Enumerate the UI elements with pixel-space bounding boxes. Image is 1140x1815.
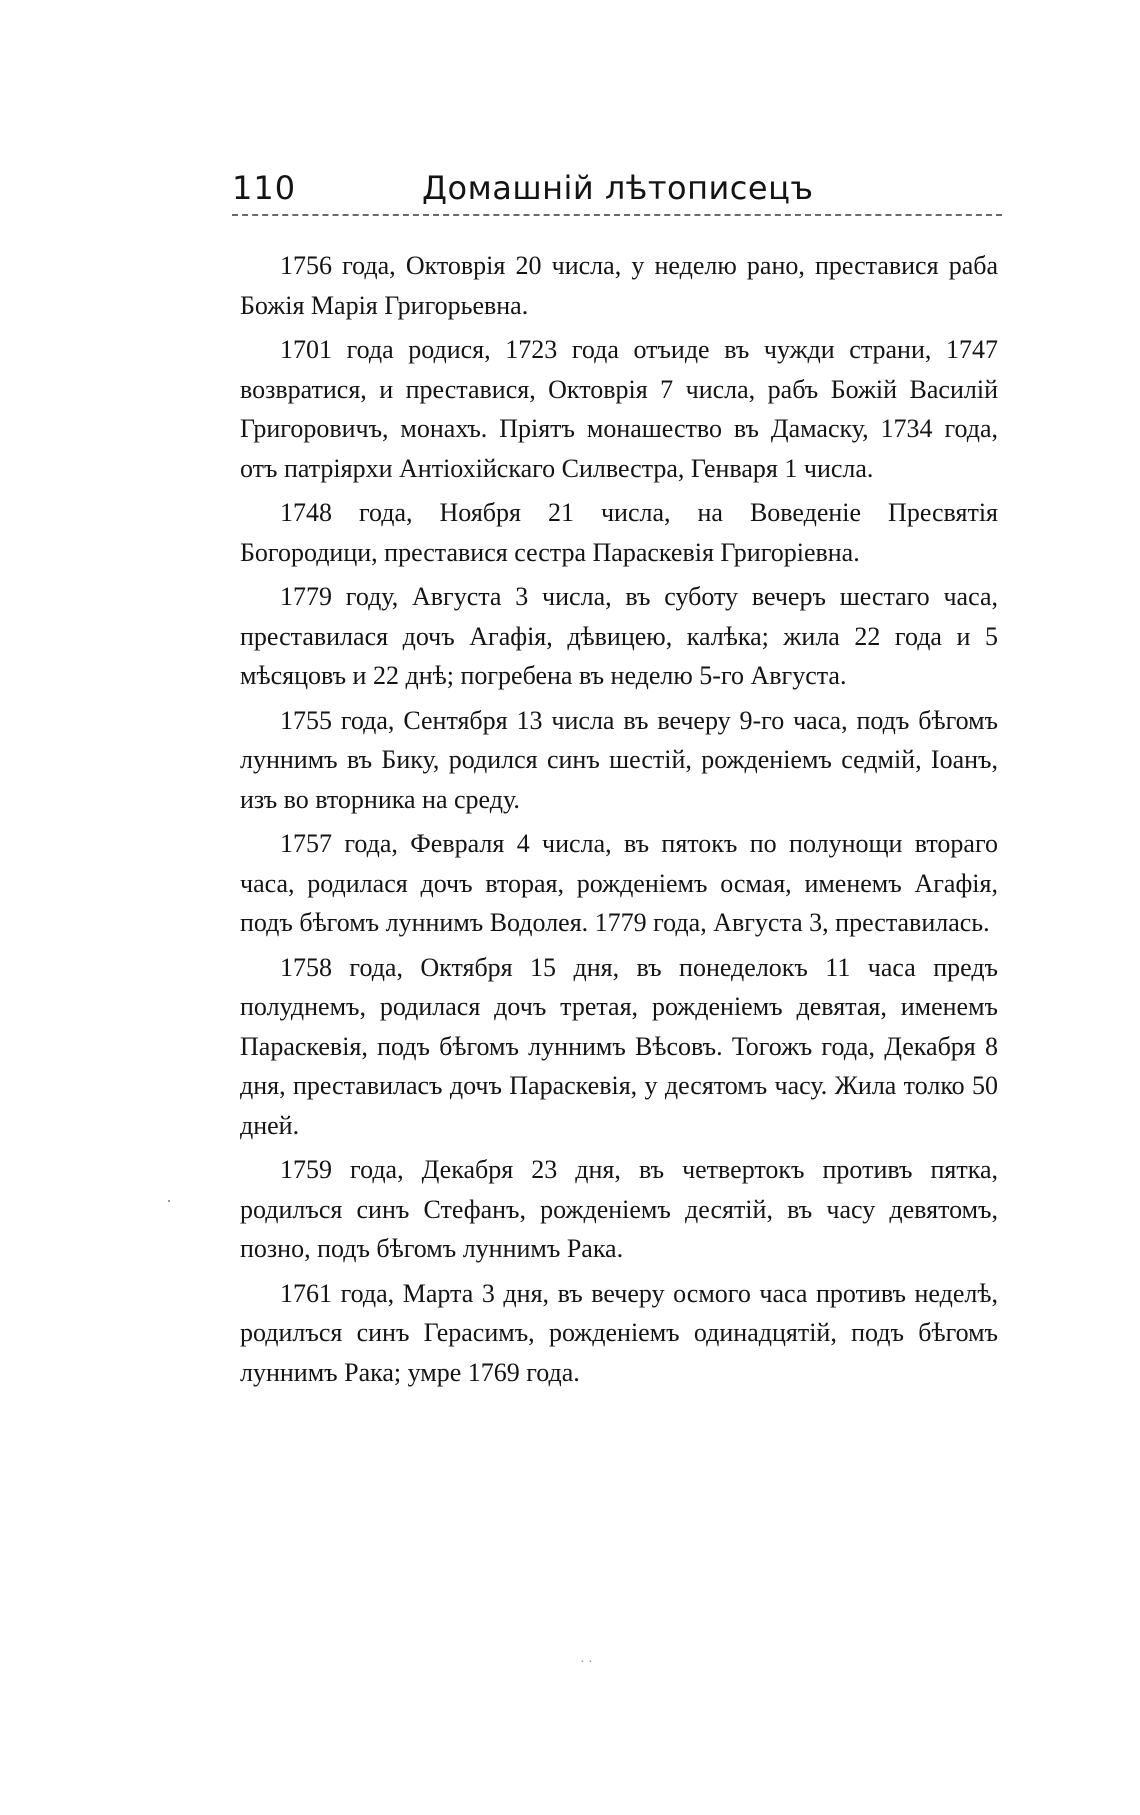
paragraph-1757: 1757 года, Февраля 4 числа, въ пятокъ по полунощи втораго часа, родилася дочъ вторая, рожденіемъ осмая, именемъ Агафія, подъ бѣгомъ луннимъ Водолея. 1779 года, Августа 3, преставилась. — [240, 829, 998, 937]
running-head-title: Домашній лѣтописецъ — [422, 169, 814, 207]
paragraph-1756: 1756 года, Октоврія 20 числа, у неделю рано, преставися раба Божія Марія Григорьевна. — [240, 251, 998, 320]
paragraph-1701: 1701 года родися, 1723 года отъиде въ чужди страни, 1747 возвратися, и преставися, Октоврія 7 числа, рабъ Божій Василій Григоровичъ, монахъ. Пріятъ монашество въ Дамаску, 1734 года, отъ патріярхи Антіохійскаго Силвестра, Генваря 1 числа. — [240, 335, 998, 483]
page-header — [232, 168, 1002, 208]
page-number: 110 — [232, 169, 297, 207]
margin-speck — [168, 1200, 170, 1202]
paragraph-1779: 1779 году, Августа 3 числа, въ суботу вечеръ шестаго часа, преставилася дочъ Агафія, дѣвицею, калѣка; жила 22 года и 5 мѣсяцовъ и 22 днѣ; погребена въ неделю 5-го Августа. — [240, 582, 998, 690]
bottom-specks: · · — [580, 1655, 593, 1670]
body-text — [240, 246, 998, 1397]
paragraph-1758: 1758 года, Октября 15 дня, въ понеделокъ 11 часа предъ полуднемъ, родилася дочъ третая, рожденіемъ девятая, именемъ Параскевія, подъ бѣгомъ луннимъ Вѣсовъ. Тогожъ года, Декабря 8 дня, преставиласъ дочъ Параскевія, у десятомъ часу. Жила толко 50 дней. — [240, 952, 998, 1140]
paragraph-1755: 1755 года, Сентября 13 числа въ вечеру 9-го часа, подъ бѣгомъ луннимъ въ Бику, родился синъ шестій, рожденіемъ седмій, Іоанъ, изъ во вторника на среду. — [240, 705, 998, 814]
paragraph-1761: 1761 года, Марта 3 дня, въ вечеру осмого часа противъ неделѣ, родилъся синъ Герасимъ, рожденіемъ одинадцятій, подъ бѣгомъ луннимъ Рака; умре 1769 года. — [240, 1278, 998, 1387]
paragraph-1748: 1748 года, Ноября 21 числа, на Воведеніе Пресвятія Богородици, преставися сестра Параскевія Григоріевна. — [240, 498, 998, 567]
paragraph-1759: 1759 года, Декабря 23 дня, въ четвертокъ противъ пятка, родилъся синъ Стефанъ, рожденіемъ десятій, въ часу девятомъ, позно, подъ бѣгомъ луннимъ Рака. — [240, 1155, 998, 1263]
header-rule — [232, 214, 1002, 216]
